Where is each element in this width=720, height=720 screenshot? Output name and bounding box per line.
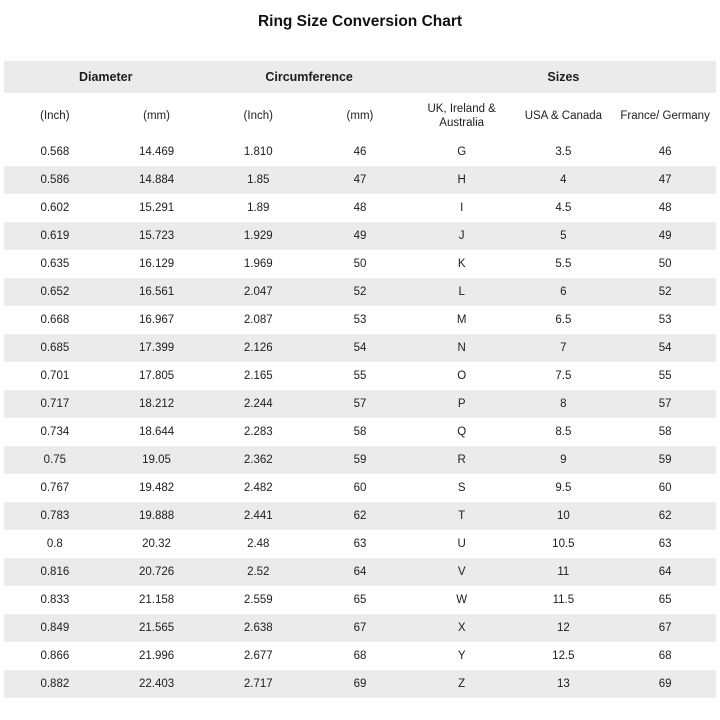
cell-circumference-inch: 1.969 [207, 250, 309, 278]
cell-size-uk: P [411, 390, 513, 418]
cell-diameter-inch: 0.767 [4, 474, 106, 502]
cell-circumference-inch: 2.244 [207, 390, 309, 418]
cell-size-france: 60 [614, 474, 716, 502]
table-row [4, 586, 716, 614]
cell-size-uk: K [411, 250, 513, 278]
cell-size-france: 59 [614, 446, 716, 474]
cell-circumference-mm: 55 [309, 362, 411, 390]
cell-size-usa: 10 [513, 502, 615, 530]
cell-circumference-inch: 2.717 [207, 670, 309, 698]
cell-size-france: 68 [614, 642, 716, 670]
table-row [4, 558, 716, 586]
cell-size-uk: I [411, 194, 513, 222]
table-header [4, 61, 716, 138]
cell-size-uk: L [411, 278, 513, 306]
cell-diameter-mm: 14.884 [106, 166, 208, 194]
cell-size-usa: 13 [513, 670, 615, 698]
cell-diameter-mm: 17.805 [106, 362, 208, 390]
cell-circumference-mm: 46 [309, 138, 411, 166]
column-header-diameter-mm: (mm) [106, 93, 208, 138]
cell-circumference-inch: 2.677 [207, 642, 309, 670]
cell-diameter-mm: 15.723 [106, 222, 208, 250]
table-row [4, 222, 716, 250]
table-body [4, 138, 716, 698]
cell-diameter-mm: 21.158 [106, 586, 208, 614]
cell-size-usa: 7.5 [513, 362, 615, 390]
cell-size-france: 63 [614, 530, 716, 558]
cell-circumference-inch: 2.047 [207, 278, 309, 306]
cell-diameter-inch: 0.8 [4, 530, 106, 558]
cell-diameter-inch: 0.734 [4, 418, 106, 446]
column-header-diameter-inch: (Inch) [4, 93, 106, 138]
column-header-france-germany: France/ Germany [614, 93, 716, 138]
ring-size-table [4, 61, 716, 698]
cell-size-usa: 7 [513, 334, 615, 362]
cell-diameter-mm: 16.561 [106, 278, 208, 306]
cell-circumference-inch: 2.165 [207, 362, 309, 390]
column-header-uk-ireland-australia: UK, Ireland & Australia [411, 93, 513, 138]
table-row [4, 166, 716, 194]
cell-diameter-inch: 0.568 [4, 138, 106, 166]
cell-size-uk: S [411, 474, 513, 502]
cell-size-france: 46 [614, 138, 716, 166]
cell-size-france: 65 [614, 586, 716, 614]
cell-circumference-inch: 2.441 [207, 502, 309, 530]
column-header-usa-canada: USA & Canada [513, 93, 615, 138]
cell-diameter-inch: 0.668 [4, 306, 106, 334]
cell-circumference-inch: 2.126 [207, 334, 309, 362]
table-row [4, 250, 716, 278]
cell-size-uk: Q [411, 418, 513, 446]
table-row [4, 446, 716, 474]
cell-circumference-mm: 54 [309, 334, 411, 362]
cell-diameter-inch: 0.866 [4, 642, 106, 670]
cell-size-france: 67 [614, 614, 716, 642]
cell-diameter-mm: 20.32 [106, 530, 208, 558]
table-row [4, 306, 716, 334]
cell-diameter-mm: 14.469 [106, 138, 208, 166]
cell-size-uk: U [411, 530, 513, 558]
cell-size-usa: 11.5 [513, 586, 615, 614]
cell-size-france: 57 [614, 390, 716, 418]
cell-size-uk: V [411, 558, 513, 586]
table-row [4, 642, 716, 670]
column-header-circumference-inch: (Inch) [207, 93, 309, 138]
group-header-sizes: Sizes [411, 61, 716, 93]
cell-diameter-inch: 0.849 [4, 614, 106, 642]
cell-diameter-inch: 0.586 [4, 166, 106, 194]
cell-size-uk: T [411, 502, 513, 530]
cell-size-france: 50 [614, 250, 716, 278]
cell-size-uk: Z [411, 670, 513, 698]
cell-size-france: 58 [614, 418, 716, 446]
cell-size-usa: 6 [513, 278, 615, 306]
cell-size-uk: M [411, 306, 513, 334]
cell-circumference-inch: 2.362 [207, 446, 309, 474]
cell-diameter-mm: 22.403 [106, 670, 208, 698]
column-header-circumference-mm: (mm) [309, 93, 411, 138]
cell-diameter-mm: 19.888 [106, 502, 208, 530]
cell-size-france: 55 [614, 362, 716, 390]
cell-circumference-inch: 2.48 [207, 530, 309, 558]
cell-size-usa: 4 [513, 166, 615, 194]
cell-diameter-inch: 0.602 [4, 194, 106, 222]
table-row [4, 418, 716, 446]
cell-size-usa: 4.5 [513, 194, 615, 222]
cell-circumference-mm: 50 [309, 250, 411, 278]
cell-circumference-mm: 68 [309, 642, 411, 670]
cell-diameter-inch: 0.783 [4, 502, 106, 530]
cell-size-uk: H [411, 166, 513, 194]
table-row [4, 530, 716, 558]
cell-diameter-mm: 15.291 [106, 194, 208, 222]
cell-circumference-mm: 62 [309, 502, 411, 530]
cell-diameter-mm: 17.399 [106, 334, 208, 362]
cell-circumference-inch: 1.810 [207, 138, 309, 166]
cell-circumference-inch: 1.929 [207, 222, 309, 250]
cell-size-france: 64 [614, 558, 716, 586]
cell-size-france: 52 [614, 278, 716, 306]
cell-diameter-mm: 19.482 [106, 474, 208, 502]
sub-header-row [4, 93, 716, 138]
cell-size-usa: 6.5 [513, 306, 615, 334]
cell-size-usa: 10.5 [513, 530, 615, 558]
cell-circumference-mm: 65 [309, 586, 411, 614]
cell-diameter-inch: 0.652 [4, 278, 106, 306]
cell-size-usa: 5.5 [513, 250, 615, 278]
cell-diameter-inch: 0.75 [4, 446, 106, 474]
cell-size-uk: N [411, 334, 513, 362]
cell-size-uk: Y [411, 642, 513, 670]
group-header-diameter: Diameter [4, 61, 207, 93]
cell-size-uk: O [411, 362, 513, 390]
table-row [4, 390, 716, 418]
cell-diameter-inch: 0.619 [4, 222, 106, 250]
cell-circumference-mm: 67 [309, 614, 411, 642]
cell-diameter-mm: 21.996 [106, 642, 208, 670]
table-row [4, 278, 716, 306]
table-row [4, 670, 716, 698]
cell-circumference-inch: 2.283 [207, 418, 309, 446]
table-row [4, 502, 716, 530]
cell-size-uk: J [411, 222, 513, 250]
cell-circumference-mm: 64 [309, 558, 411, 586]
cell-size-uk: R [411, 446, 513, 474]
page-title: Ring Size Conversion Chart [257, 13, 463, 30]
cell-circumference-inch: 2.087 [207, 306, 309, 334]
table-row [4, 614, 716, 642]
cell-size-france: 49 [614, 222, 716, 250]
cell-size-uk: W [411, 586, 513, 614]
cell-size-usa: 3.5 [513, 138, 615, 166]
cell-size-usa: 9.5 [513, 474, 615, 502]
table-row [4, 138, 716, 166]
cell-size-usa: 12 [513, 614, 615, 642]
cell-diameter-inch: 0.816 [4, 558, 106, 586]
cell-circumference-mm: 52 [309, 278, 411, 306]
table-row [4, 194, 716, 222]
cell-size-usa: 8.5 [513, 418, 615, 446]
cell-circumference-mm: 57 [309, 390, 411, 418]
cell-circumference-inch: 1.85 [207, 166, 309, 194]
cell-circumference-inch: 2.52 [207, 558, 309, 586]
cell-diameter-mm: 21.565 [106, 614, 208, 642]
cell-size-france: 48 [614, 194, 716, 222]
cell-circumference-inch: 2.559 [207, 586, 309, 614]
cell-size-usa: 9 [513, 446, 615, 474]
table-row [4, 334, 716, 362]
cell-diameter-mm: 18.212 [106, 390, 208, 418]
cell-size-usa: 12.5 [513, 642, 615, 670]
group-header-row [4, 61, 716, 93]
table-row [4, 474, 716, 502]
cell-circumference-mm: 47 [309, 166, 411, 194]
cell-diameter-mm: 18.644 [106, 418, 208, 446]
cell-size-usa: 8 [513, 390, 615, 418]
cell-size-uk: G [411, 138, 513, 166]
cell-circumference-mm: 58 [309, 418, 411, 446]
cell-size-usa: 5 [513, 222, 615, 250]
cell-circumference-mm: 60 [309, 474, 411, 502]
cell-diameter-inch: 0.635 [4, 250, 106, 278]
cell-circumference-mm: 53 [309, 306, 411, 334]
cell-diameter-inch: 0.701 [4, 362, 106, 390]
cell-circumference-mm: 59 [309, 446, 411, 474]
table-row [4, 362, 716, 390]
cell-size-uk: X [411, 614, 513, 642]
cell-circumference-inch: 2.482 [207, 474, 309, 502]
cell-diameter-inch: 0.685 [4, 334, 106, 362]
cell-size-france: 69 [614, 670, 716, 698]
cell-circumference-mm: 69 [309, 670, 411, 698]
cell-size-france: 54 [614, 334, 716, 362]
cell-circumference-inch: 1.89 [207, 194, 309, 222]
cell-diameter-inch: 0.717 [4, 390, 106, 418]
cell-diameter-inch: 0.833 [4, 586, 106, 614]
cell-circumference-mm: 48 [309, 194, 411, 222]
cell-diameter-mm: 16.129 [106, 250, 208, 278]
cell-circumference-inch: 2.638 [207, 614, 309, 642]
cell-size-france: 53 [614, 306, 716, 334]
group-header-circumference: Circumference [207, 61, 410, 93]
cell-size-france: 62 [614, 502, 716, 530]
cell-size-france: 47 [614, 166, 716, 194]
cell-diameter-mm: 16.967 [106, 306, 208, 334]
cell-diameter-mm: 20.726 [106, 558, 208, 586]
cell-circumference-mm: 49 [309, 222, 411, 250]
cell-diameter-mm: 19.05 [106, 446, 208, 474]
cell-circumference-mm: 63 [309, 530, 411, 558]
cell-size-usa: 11 [513, 558, 615, 586]
cell-diameter-inch: 0.882 [4, 670, 106, 698]
